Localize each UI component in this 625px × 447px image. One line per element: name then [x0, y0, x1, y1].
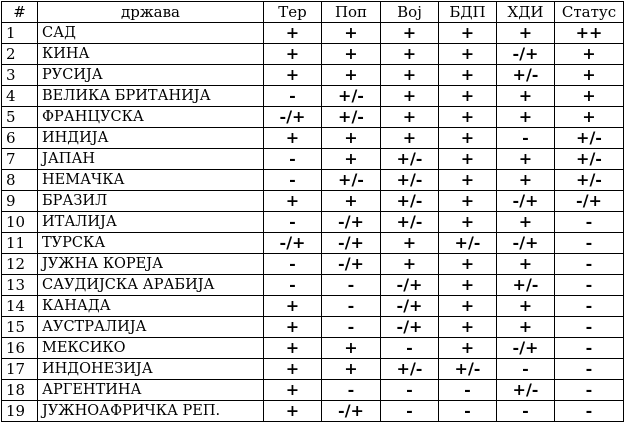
row-number: 15 — [2, 317, 38, 338]
country-name: САД — [38, 23, 264, 44]
hdi-cell: + — [497, 317, 555, 338]
header-population: Поп — [322, 2, 381, 23]
table-row — [2, 23, 624, 44]
territory-cell: + — [264, 191, 322, 212]
military-cell: + — [381, 65, 439, 86]
territory-cell: + — [264, 380, 322, 401]
status-cell: - — [555, 296, 624, 317]
military-cell: +/- — [381, 191, 439, 212]
status-cell: - — [555, 338, 624, 359]
gdp-cell: + — [439, 170, 497, 191]
territory-cell: - — [264, 254, 322, 275]
gdp-cell: +/- — [439, 233, 497, 254]
row-number: 17 — [2, 359, 38, 380]
row-number: 6 — [2, 128, 38, 149]
population-cell: -/+ — [322, 254, 381, 275]
military-cell: +/- — [381, 212, 439, 233]
table-row — [2, 401, 624, 422]
hdi-cell: -/+ — [497, 233, 555, 254]
military-cell: + — [381, 23, 439, 44]
population-cell: + — [322, 65, 381, 86]
row-number: 10 — [2, 212, 38, 233]
territory-cell: + — [264, 44, 322, 65]
row-number: 9 — [2, 191, 38, 212]
territory-cell: - — [264, 212, 322, 233]
population-cell: +/- — [322, 86, 381, 107]
row-number: 5 — [2, 107, 38, 128]
table-row — [2, 317, 624, 338]
military-cell: +/- — [381, 359, 439, 380]
status-cell: - — [555, 380, 624, 401]
country-name: ИТАЛИЈА — [38, 212, 264, 233]
territory-cell: + — [264, 359, 322, 380]
row-number: 11 — [2, 233, 38, 254]
hdi-cell: + — [497, 107, 555, 128]
row-number: 16 — [2, 338, 38, 359]
military-cell: + — [381, 233, 439, 254]
hdi-cell: + — [497, 170, 555, 191]
population-cell: - — [322, 275, 381, 296]
table-body — [2, 23, 624, 422]
gdp-cell: + — [439, 128, 497, 149]
status-cell: - — [555, 212, 624, 233]
country-name: ЈАПАН — [38, 149, 264, 170]
row-number: 8 — [2, 170, 38, 191]
hdi-cell: -/+ — [497, 44, 555, 65]
gdp-cell: + — [439, 86, 497, 107]
table-row — [2, 212, 624, 233]
hdi-cell: +/- — [497, 380, 555, 401]
header-military: Вој — [381, 2, 439, 23]
row-number: 2 — [2, 44, 38, 65]
military-cell: +/- — [381, 170, 439, 191]
row-number: 12 — [2, 254, 38, 275]
header-territory: Тер — [264, 2, 322, 23]
gdp-cell: + — [439, 212, 497, 233]
row-number: 1 — [2, 23, 38, 44]
country-name: ФРАНЦУСКА — [38, 107, 264, 128]
country-name: АУСТРАЛИЈА — [38, 317, 264, 338]
population-cell: + — [322, 191, 381, 212]
status-cell: -/+ — [555, 191, 624, 212]
header-gdp: БДП — [439, 2, 497, 23]
row-number: 13 — [2, 275, 38, 296]
country-name: ЈУЖНА КОРЕЈА — [38, 254, 264, 275]
population-cell: + — [322, 149, 381, 170]
population-cell: + — [322, 44, 381, 65]
country-name: КИНА — [38, 44, 264, 65]
territory-cell: + — [264, 23, 322, 44]
territory-cell: + — [264, 65, 322, 86]
population-cell: -/+ — [322, 401, 381, 422]
military-cell: - — [381, 380, 439, 401]
territory-cell: -/+ — [264, 107, 322, 128]
hdi-cell: + — [497, 254, 555, 275]
territory-cell: + — [264, 338, 322, 359]
status-cell: - — [555, 401, 624, 422]
header-number: # — [2, 2, 38, 23]
population-cell: - — [322, 317, 381, 338]
gdp-cell: + — [439, 149, 497, 170]
status-cell: - — [555, 359, 624, 380]
territory-cell: - — [264, 275, 322, 296]
territory-cell: + — [264, 128, 322, 149]
gdp-cell: + — [439, 23, 497, 44]
country-name: ТУРСКА — [38, 233, 264, 254]
gdp-cell: + — [439, 191, 497, 212]
military-cell: + — [381, 86, 439, 107]
hdi-cell: -/+ — [497, 191, 555, 212]
hdi-cell: + — [497, 296, 555, 317]
population-cell: +/- — [322, 170, 381, 191]
row-number: 14 — [2, 296, 38, 317]
territory-cell: - — [264, 86, 322, 107]
status-cell: - — [555, 233, 624, 254]
table-row — [2, 44, 624, 65]
territory-cell: + — [264, 401, 322, 422]
table-row — [2, 149, 624, 170]
table-row — [2, 128, 624, 149]
hdi-cell: + — [497, 149, 555, 170]
country-ranking-table — [1, 1, 624, 422]
row-number: 7 — [2, 149, 38, 170]
population-cell: -/+ — [322, 233, 381, 254]
row-number: 19 — [2, 401, 38, 422]
military-cell: - — [381, 401, 439, 422]
population-cell: -/+ — [322, 212, 381, 233]
gdp-cell: + — [439, 296, 497, 317]
status-cell: + — [555, 65, 624, 86]
population-cell: + — [322, 338, 381, 359]
population-cell: + — [322, 128, 381, 149]
header-hdi: ХДИ — [497, 2, 555, 23]
status-cell: + — [555, 44, 624, 65]
header-country: држава — [38, 2, 264, 23]
header-status: Статус — [555, 2, 624, 23]
population-cell: - — [322, 380, 381, 401]
military-cell: + — [381, 107, 439, 128]
status-cell: +/- — [555, 170, 624, 191]
military-cell: -/+ — [381, 317, 439, 338]
table-row — [2, 107, 624, 128]
military-cell: + — [381, 44, 439, 65]
military-cell: -/+ — [381, 296, 439, 317]
hdi-cell: - — [497, 128, 555, 149]
country-name: ИНДИЈА — [38, 128, 264, 149]
hdi-cell: - — [497, 401, 555, 422]
population-cell: - — [322, 296, 381, 317]
hdi-cell: + — [497, 212, 555, 233]
country-name: БРАЗИЛ — [38, 191, 264, 212]
status-cell: ++ — [555, 23, 624, 44]
status-cell: - — [555, 275, 624, 296]
hdi-cell: +/- — [497, 275, 555, 296]
gdp-cell: + — [439, 275, 497, 296]
country-name: НЕМАЧКА — [38, 170, 264, 191]
header-row — [2, 2, 624, 23]
country-name: МЕКСИКО — [38, 338, 264, 359]
hdi-cell: + — [497, 23, 555, 44]
gdp-cell: + — [439, 317, 497, 338]
population-cell: +/- — [322, 107, 381, 128]
table-row — [2, 275, 624, 296]
table-row — [2, 296, 624, 317]
table-row — [2, 191, 624, 212]
table-row — [2, 233, 624, 254]
country-name: ЈУЖНОАФРИЧКА РЕП. — [38, 401, 264, 422]
country-name: ВЕЛИКА БРИТАНИЈА — [38, 86, 264, 107]
gdp-cell: + — [439, 338, 497, 359]
gdp-cell: - — [439, 401, 497, 422]
gdp-cell: + — [439, 65, 497, 86]
table-row — [2, 338, 624, 359]
hdi-cell: + — [497, 86, 555, 107]
country-name: РУСИЈА — [38, 65, 264, 86]
row-number: 18 — [2, 380, 38, 401]
military-cell: + — [381, 128, 439, 149]
table-row — [2, 380, 624, 401]
gdp-cell: +/- — [439, 359, 497, 380]
table-row — [2, 170, 624, 191]
territory-cell: + — [264, 317, 322, 338]
table-row — [2, 359, 624, 380]
territory-cell: - — [264, 149, 322, 170]
table-row — [2, 65, 624, 86]
hdi-cell: -/+ — [497, 338, 555, 359]
gdp-cell: + — [439, 254, 497, 275]
status-cell: - — [555, 317, 624, 338]
gdp-cell: + — [439, 44, 497, 65]
row-number: 4 — [2, 86, 38, 107]
table-row — [2, 254, 624, 275]
row-number: 3 — [2, 65, 38, 86]
territory-cell: + — [264, 296, 322, 317]
status-cell: + — [555, 107, 624, 128]
military-cell: -/+ — [381, 275, 439, 296]
status-cell: +/- — [555, 149, 624, 170]
status-cell: - — [555, 254, 624, 275]
hdi-cell: - — [497, 359, 555, 380]
country-name: КАНАДА — [38, 296, 264, 317]
military-cell: - — [381, 338, 439, 359]
country-name: АРГЕНТИНА — [38, 380, 264, 401]
military-cell: + — [381, 254, 439, 275]
territory-cell: -/+ — [264, 233, 322, 254]
population-cell: + — [322, 23, 381, 44]
country-name: ИНДОНЕЗИЈА — [38, 359, 264, 380]
status-cell: +/- — [555, 128, 624, 149]
hdi-cell: +/- — [497, 65, 555, 86]
table-row — [2, 86, 624, 107]
country-name: САУДИЈСКА АРАБИЈА — [38, 275, 264, 296]
military-cell: +/- — [381, 149, 439, 170]
gdp-cell: - — [439, 380, 497, 401]
territory-cell: - — [264, 170, 322, 191]
population-cell: + — [322, 359, 381, 380]
status-cell: + — [555, 86, 624, 107]
gdp-cell: + — [439, 107, 497, 128]
